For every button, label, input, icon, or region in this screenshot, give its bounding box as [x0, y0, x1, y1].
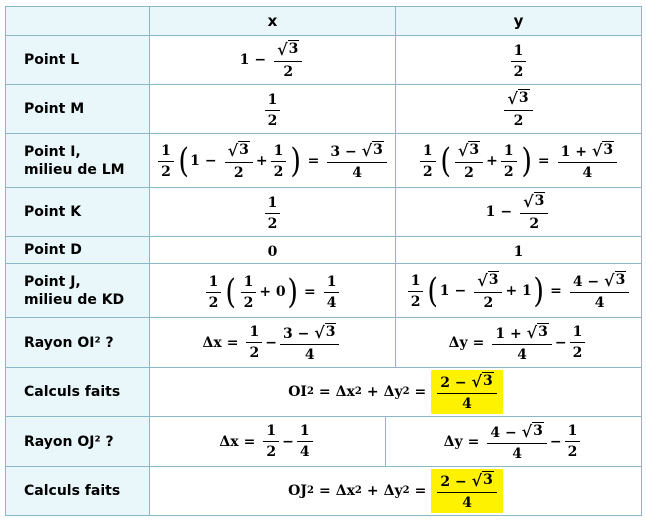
header-corner: [6, 7, 150, 36]
table-row: [6, 467, 642, 516]
row-label: Point L: [6, 36, 150, 85]
header-y: y: [396, 7, 642, 36]
D-y-value: 1: [513, 243, 524, 260]
K-x: $\frac{1}{2}$: [150, 188, 396, 237]
coordinates-table: [5, 6, 642, 516]
row-label: Point I, milieu de LM: [6, 134, 150, 188]
D-x-value: 0: [267, 243, 278, 260]
table-row: [6, 264, 642, 318]
J-x: $\frac{1}{2}$ ( $\frac{1}{2}$ + 0 ) = $\frac{1}{4}$: [150, 264, 396, 318]
OI-dy: Δy = 1 + √ 3 4 − $\frac{1}{2}$: [396, 318, 642, 368]
table-row: [6, 318, 642, 368]
table-row: [6, 237, 642, 264]
M-y: √ 3 2: [396, 85, 642, 134]
row-label: Point J, milieu de KD: [6, 264, 150, 318]
OJ-result: OJ 2 = Δx 2 + Δy 2 = 2 − √ 3 4: [150, 467, 642, 516]
OI-result: OI 2 = Δx 2 + Δy 2 = 2 − √ 3 4: [150, 368, 642, 417]
K-y: 1 − √ 3 2: [396, 188, 642, 237]
L-y: $\frac{1}{2}$: [396, 36, 642, 85]
I-y: $\frac{1}{2}$ ( √ 3 2 + $\frac{1}{2}$ ) = 1 + √ 3 4: [396, 134, 642, 188]
table-row: [6, 36, 642, 85]
M-x: $\frac{1}{2}$: [150, 85, 396, 134]
table-row: [6, 417, 642, 467]
row-label: Point D: [6, 237, 150, 264]
I-x: $\frac{1}{2}$ ( 1 − √ 3 2 + $\frac{1}{2}$ ) = 3 − √ 3 4: [150, 134, 396, 188]
table-row: [6, 368, 642, 417]
row-label: Calculs faits: [6, 368, 150, 417]
row-label: Calculs faits: [6, 467, 150, 516]
header-row: [6, 7, 642, 36]
OJ-result-highlight: 2 − √ 3 4: [431, 469, 503, 513]
L-x: 1 − √ 3 2: [150, 36, 396, 85]
D-x: [150, 237, 396, 264]
table-row: [6, 188, 642, 237]
D-y: [396, 237, 642, 264]
J-y: $\frac{1}{2}$ ( 1 − √ 3 2 + 1 ) = 4 − √ 3 4: [396, 264, 642, 318]
row-label: Point M: [6, 85, 150, 134]
OI-result-highlight: 2 − √ 3 4: [431, 370, 503, 414]
OJ-dx: Δx = $\frac{1}{2}$ − $\frac{1}{4}$: [150, 417, 386, 467]
OJ-dy: Δy = 4 − √ 3 4 − $\frac{1}{2}$: [386, 417, 642, 467]
table-row: [6, 85, 642, 134]
row-label: Rayon OJ² ?: [6, 417, 150, 467]
row-label: Point K: [6, 188, 150, 237]
OI-dx: Δx = $\frac{1}{2}$ − 3 − √ 3 4: [150, 318, 396, 368]
table-row: [6, 134, 642, 188]
header-x: x: [150, 7, 396, 36]
row-label: Rayon OI² ?: [6, 318, 150, 368]
